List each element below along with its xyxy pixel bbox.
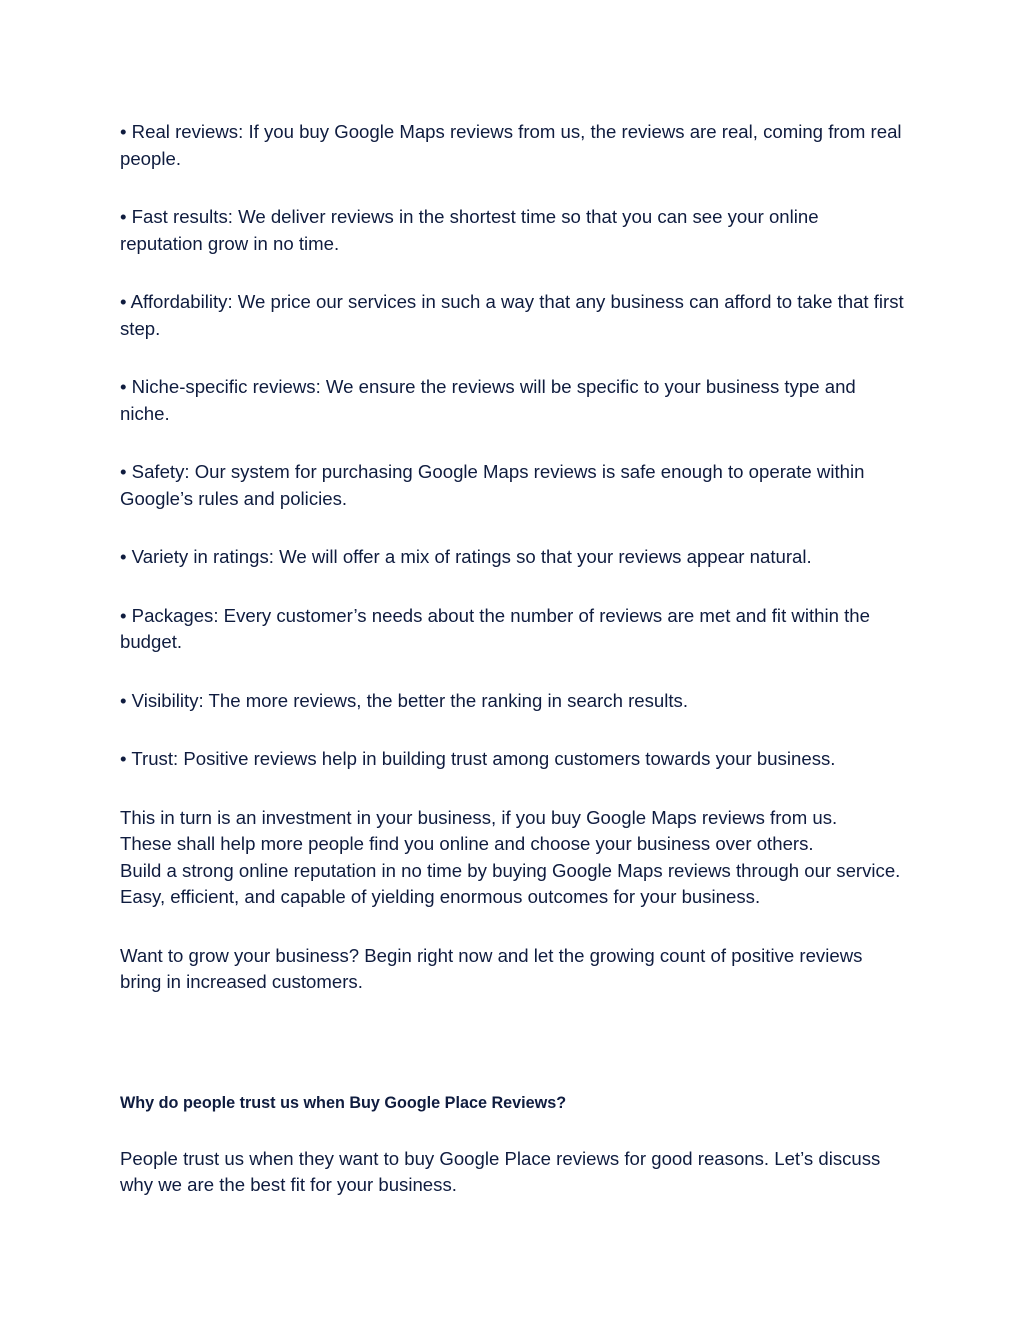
bullet-trust: • Trust: Positive reviews help in building trust among customers towards your business. xyxy=(120,748,836,769)
section-spacer xyxy=(120,1028,905,1090)
bullet-real-reviews: • Real reviews: If you buy Google Maps reviews from us, the reviews are real, coming from real people. xyxy=(120,121,902,169)
section-intro: People trust us when they want to buy Google Place reviews for good reasons. Let’s discuss why we are the best fit for your business. xyxy=(120,1147,881,1195)
summary-paragraph xyxy=(120,805,905,911)
bullet-variety: • Variety in ratings: We will offer a mix of ratings so that your reviews appear natural. xyxy=(120,546,812,567)
section-heading: Why do people trust us when Buy Google Place Reviews? xyxy=(120,1093,567,1112)
bullet-niche-specific: • Niche-specific reviews: We ensure the reviews will be specific to your business type and niche. xyxy=(120,376,856,424)
bullet-safety: • Safety: Our system for purchasing Google Maps reviews is safe enough to operate within Google’s rules and policies. xyxy=(120,461,865,509)
bullet-packages: • Packages: Every customer’s needs about the number of reviews are met and fit within the budget. xyxy=(120,604,870,652)
cta-paragraph: Want to grow your business? Begin right now and let the growing count of positive reviews bring in increased customers. xyxy=(120,944,863,992)
bullet-fast-results: • Fast results: We deliver reviews in the shortest time so that you can see your online reputation grow in no time. xyxy=(120,206,819,254)
bullet-affordability: • Affordability: We price our services in such a way that any business can afford to take that first step. xyxy=(120,291,904,339)
summary-line-1: This in turn is an investment in your business, if you buy Google Maps reviews from us. xyxy=(120,806,838,828)
bullet-visibility: • Visibility: The more reviews, the better the ranking in search results. xyxy=(120,689,689,711)
summary-line-3: Build a strong online reputation in no time by buying Google Maps reviews through our service. Easy, efficient, and capable of yielding enormous outcomes for your business. xyxy=(120,859,901,907)
document-body xyxy=(120,119,905,1231)
summary-line-2: These shall help more people find you online and choose your business over others. xyxy=(120,833,814,854)
